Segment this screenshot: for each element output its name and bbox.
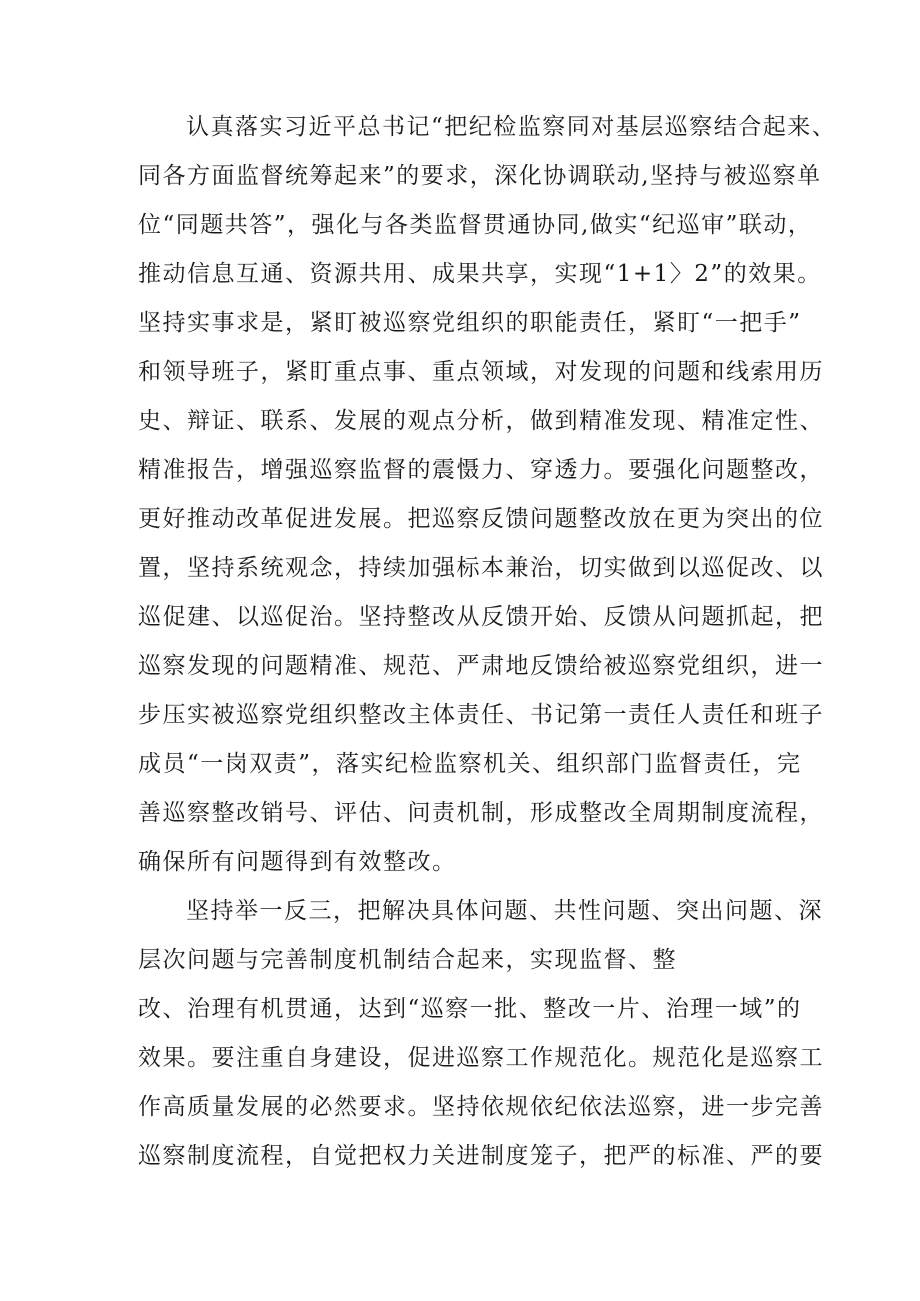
text-line: 位“同题共答”，强化与各类监督贯通协同,做实“纪巡审”联动， xyxy=(138,212,813,238)
text-line: 步压实被巡察党组织整改主体责任、书记第一责任人责任和班子 xyxy=(138,702,824,728)
text-line: 巡察发现的问题精准、规范、严肃地反馈给被巡察党组织，进一 xyxy=(138,653,824,679)
text-line: 更好推动改革促进发展。把巡察反馈问题整改放在更为突出的位 xyxy=(138,506,824,532)
text-line: 层次问题与完善制度机制结合起来，实现监督、整 xyxy=(138,947,677,973)
text-line: 确保所有问题得到有效整改。 xyxy=(138,849,457,875)
text-line: 认真落实习近平总书记“把纪检监察同对基层巡察结合起来、 xyxy=(186,114,837,140)
text-line: 和领导班子，紧盯重点事、重点领域，对发现的问题和线索用历 xyxy=(138,359,824,385)
text-line: 坚持实事求是，紧盯被巡察党组织的职能责任，紧盯“一把手” xyxy=(138,310,802,336)
text-line: 改、治理有机贯通，达到“巡察一批、整改一片、治理一域”的 xyxy=(138,996,802,1022)
paragraph-1 xyxy=(138,103,837,887)
text-line: 推动信息互通、资源共用、成果共享，实现“1+1〉2”的效果。 xyxy=(138,261,822,287)
text-line: 坚持举一反三，把解决具体问题、共性问题、突出问题、深 xyxy=(186,898,823,924)
text-line: 作高质量发展的必然要求。坚持依规依纪依法巡察，进一步完善 xyxy=(138,1094,824,1120)
text-line: 巡察制度流程，自觉把权力关进制度笼子，把严的标准、严的要 xyxy=(138,1143,824,1169)
document-body xyxy=(138,103,837,1181)
paragraph-2 xyxy=(138,887,824,1181)
text-line: 史、辩证、联系、发展的观点分析，做到精准发现、精准定性、 xyxy=(138,408,824,434)
text-line: 巡促建、以巡促治。坚持整改从反馈开始、反馈从问题抓起，把 xyxy=(138,604,824,630)
text-line: 同各方面监督统筹起来”的要求，深化协调联动,坚持与被巡察单 xyxy=(138,163,822,189)
text-line: 精准报告，增强巡察监督的震慑力、穿透力。要强化问题整改， xyxy=(138,457,824,483)
text-line: 置，坚持系统观念，持续加强标本兼治，切实做到以巡促改、以 xyxy=(138,555,824,581)
text-line: 成员“一岗双责”，落实纪检监察机关、组织部门监督责任，完 xyxy=(138,751,802,777)
text-line: 效果。要注重自身建设，促进巡察工作规范化。规范化是巡察工 xyxy=(138,1045,824,1071)
text-line: 善巡察整改销号、评估、问责机制，形成整改全周期制度流程， xyxy=(138,800,824,826)
